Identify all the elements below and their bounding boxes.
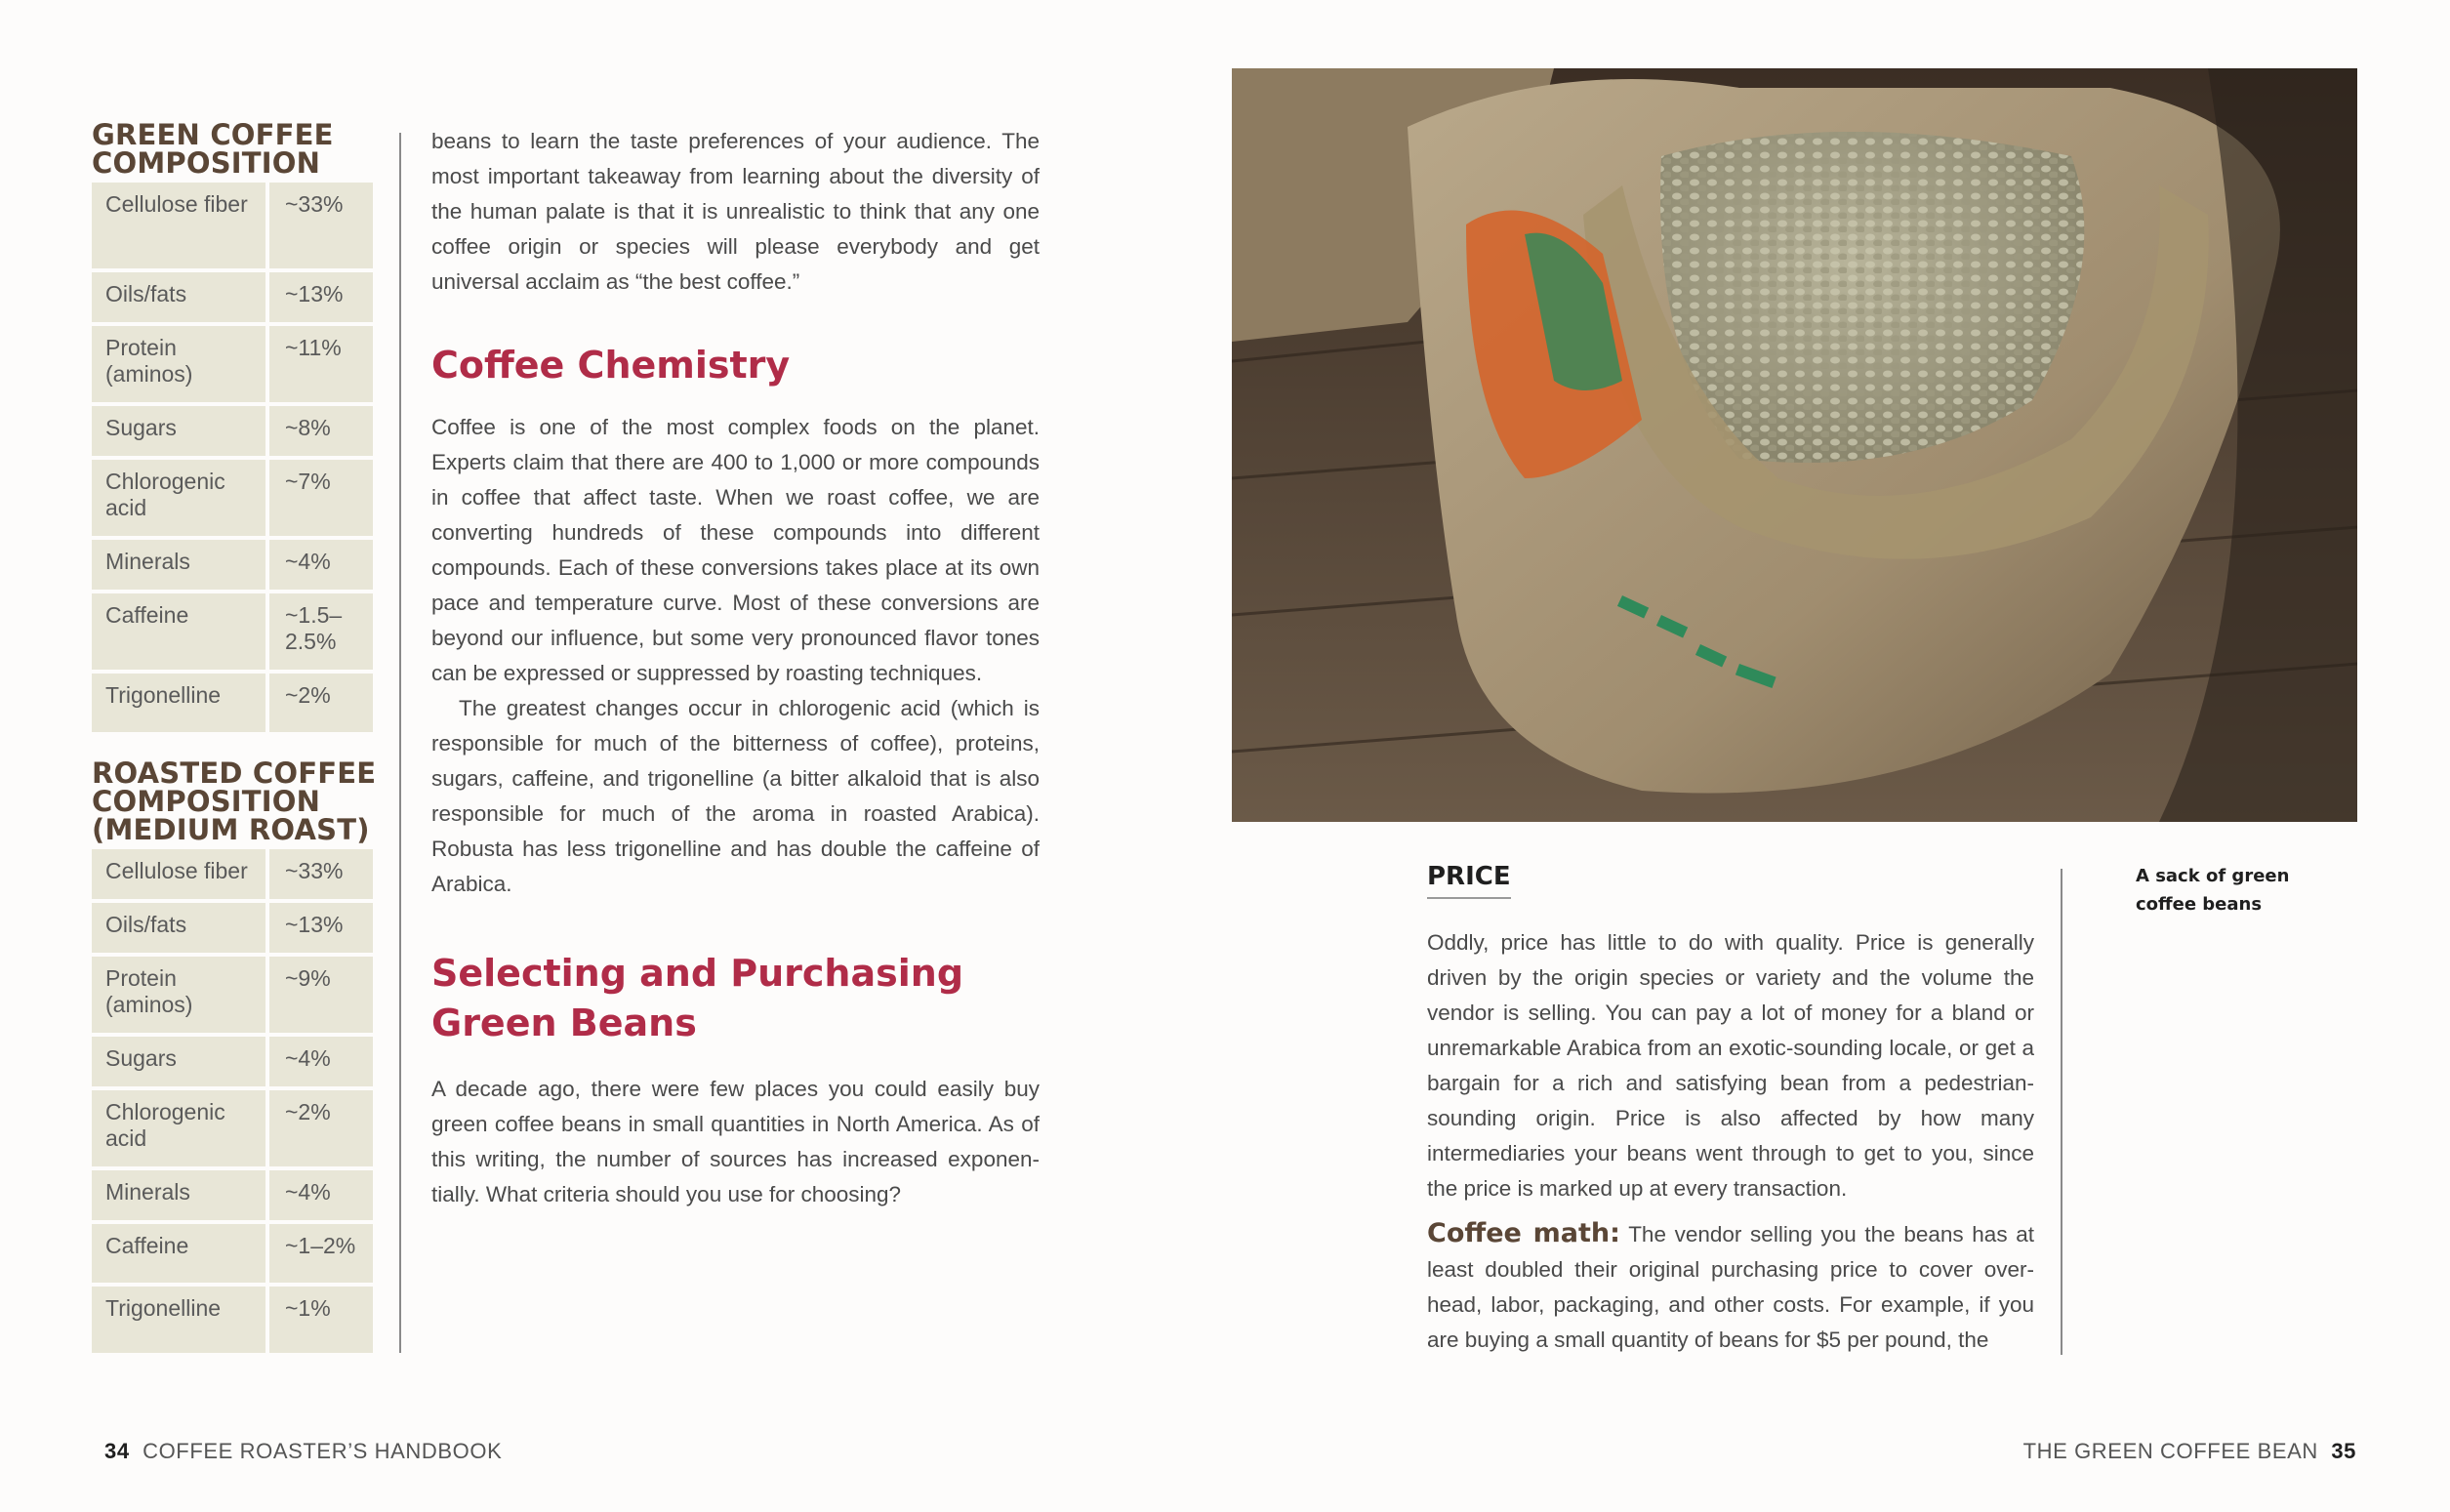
price-heading: PRICE xyxy=(1427,862,1511,899)
right-body-column xyxy=(1427,925,2034,1358)
table-row xyxy=(92,272,373,322)
component-percentage: ~9% xyxy=(269,957,373,1033)
component-percentage: ~7% xyxy=(269,460,373,536)
table-row xyxy=(92,540,373,590)
component-percentage: ~1.5–2.5% xyxy=(269,593,373,670)
roasted-heading-line3: (MEDIUM ROAST) xyxy=(92,813,370,846)
coffee-chemistry-heading: Coffee Chemistry xyxy=(431,344,791,387)
component-percentage: ~8% xyxy=(269,406,373,456)
component-percentage: ~2% xyxy=(269,674,373,732)
coffee-math-text: The vendor selling you the beans has at least doubled their original purchasing price to cover overhead, labor, packaging, and other costs. For example, if you are buying a small quantity of beans for $5 per pound, the xyxy=(1427,1222,2034,1352)
table-row xyxy=(92,326,373,402)
roasted-heading-line2: COMPOSITION xyxy=(92,785,321,818)
table-row xyxy=(92,1224,373,1283)
component-name: Cellulose fiber xyxy=(92,849,265,899)
component-name: Chlorogenic acid xyxy=(92,460,265,536)
book-title: COFFEE ROASTER’S HANDBOOK xyxy=(143,1439,503,1463)
component-percentage: ~33% xyxy=(269,183,373,268)
selecting-heading xyxy=(431,949,1040,1048)
component-name: Caffeine xyxy=(92,593,265,670)
component-name: Caffeine xyxy=(92,1224,265,1283)
component-name: Minerals xyxy=(92,540,265,590)
table-row xyxy=(92,1287,373,1353)
table-row xyxy=(92,903,373,953)
table-row xyxy=(92,1170,373,1220)
component-name: Chlorogenic acid xyxy=(92,1090,265,1166)
green-composition-heading xyxy=(92,118,334,180)
component-percentage: ~13% xyxy=(269,903,373,953)
left-column-rule xyxy=(399,133,401,1353)
table-row xyxy=(92,460,373,536)
selecting-heading-line2: Green Beans xyxy=(431,1001,697,1044)
green-coffee-sack-photo xyxy=(1232,68,2357,822)
component-percentage: ~11% xyxy=(269,326,373,402)
right-footer xyxy=(2023,1439,2356,1464)
green-heading-line1: GREEN COFFEE xyxy=(92,118,334,151)
roasted-heading-line1: ROASTED COFFEE xyxy=(92,756,377,790)
component-percentage: ~2% xyxy=(269,1090,373,1166)
component-name: Protein (aminos) xyxy=(92,326,265,402)
component-percentage: ~33% xyxy=(269,849,373,899)
coffee-math-paragraph xyxy=(1427,1216,2034,1358)
component-name: Sugars xyxy=(92,1037,265,1086)
table-row xyxy=(92,849,373,899)
sack-illustration xyxy=(1232,68,2357,822)
component-name: Sugars xyxy=(92,406,265,456)
table-row xyxy=(92,1090,373,1166)
component-name: Cellulose fiber xyxy=(92,183,265,268)
component-name: Protein (aminos) xyxy=(92,957,265,1033)
table-row xyxy=(92,674,373,732)
component-name: Trigonelline xyxy=(92,674,265,732)
component-percentage: ~4% xyxy=(269,1037,373,1086)
price-paragraph-1: Oddly, price has little to do with quality. Price is generally driven by the origin species or variety and the volume the vendor is selling. You can pay a lot of money for a bland or unremarkable Arabica from an exotic-sounding locale, or get a bargain for a rich and satisfying bean from a pedestrian-sounding origin. Price is also affected by how many intermediaries your beans went through to get to you, since the price is marked up at every transaction. xyxy=(1427,930,2034,1201)
left-body-column xyxy=(431,124,1040,1212)
page-number-left: 34 xyxy=(104,1439,130,1463)
component-name: Oils/fats xyxy=(92,272,265,322)
table-row xyxy=(92,183,373,268)
chapter-title: THE GREEN COFFEE BEAN xyxy=(2022,1439,2318,1463)
component-percentage: ~1–2% xyxy=(269,1224,373,1283)
selecting-heading-line1: Selecting and Purchasing xyxy=(431,952,964,995)
left-footer xyxy=(104,1439,502,1464)
roasted-composition-table xyxy=(88,845,377,1357)
table-row xyxy=(92,957,373,1033)
photo-caption: A sack of green coffee beans xyxy=(2136,866,2290,915)
green-composition-table xyxy=(88,179,377,736)
right-column-rule xyxy=(2061,869,2062,1355)
table-row xyxy=(92,593,373,670)
component-name: Trigonelline xyxy=(92,1287,265,1353)
coffee-math-label: Coffee math: xyxy=(1427,1218,1620,1248)
selecting-paragraph-1: A decade ago, there were few places you could easily buy green coffee beans in small quantities in North America. As of this writing, the number of sources has increased exponentially. What criteria should you use for choosing? xyxy=(431,1077,1040,1206)
intro-paragraph: beans to learn the taste preferences of your audience. The most important takeaway from learning about the diversity of the human palate is that it is unrealistic to think that any one coffee origin or species will please everybody and get universal acclaim as “the best coffee.” xyxy=(431,129,1040,294)
component-name: Minerals xyxy=(92,1170,265,1220)
chemistry-paragraph-1: Coffee is one of the most complex foods on the planet. Experts claim that there are 400 to 1,000 or more compounds in coffee that affect taste. When we roast coffee, we are converting hundreds of these compounds into different compounds. Each of these conversions takes place at its own pace and temperature curve. Most of these conversions are beyond our influence, but some very pronounced flavor tones can be expressed or suppressed by roasting techniques. xyxy=(431,415,1040,685)
table-row xyxy=(92,406,373,456)
table-row xyxy=(92,1037,373,1086)
roasted-composition-heading xyxy=(92,756,377,846)
component-name: Oils/fats xyxy=(92,903,265,953)
green-heading-line2: COMPOSITION xyxy=(92,146,321,180)
component-percentage: ~1% xyxy=(269,1287,373,1353)
component-percentage: ~4% xyxy=(269,1170,373,1220)
chemistry-paragraph-2: The greatest changes occur in chlorogenic acid (which is responsible for much of the bitterness of coffee), proteins, sugars, caffeine, and trigonelline (a bitter alkaloid that is also responsible for much of the aroma in roasted Arabica). Robusta has less trigonelline and has double the caffeine of Arabica. xyxy=(431,696,1040,896)
component-percentage: ~4% xyxy=(269,540,373,590)
component-percentage: ~13% xyxy=(269,272,373,322)
page-number-right: 35 xyxy=(2331,1439,2356,1463)
